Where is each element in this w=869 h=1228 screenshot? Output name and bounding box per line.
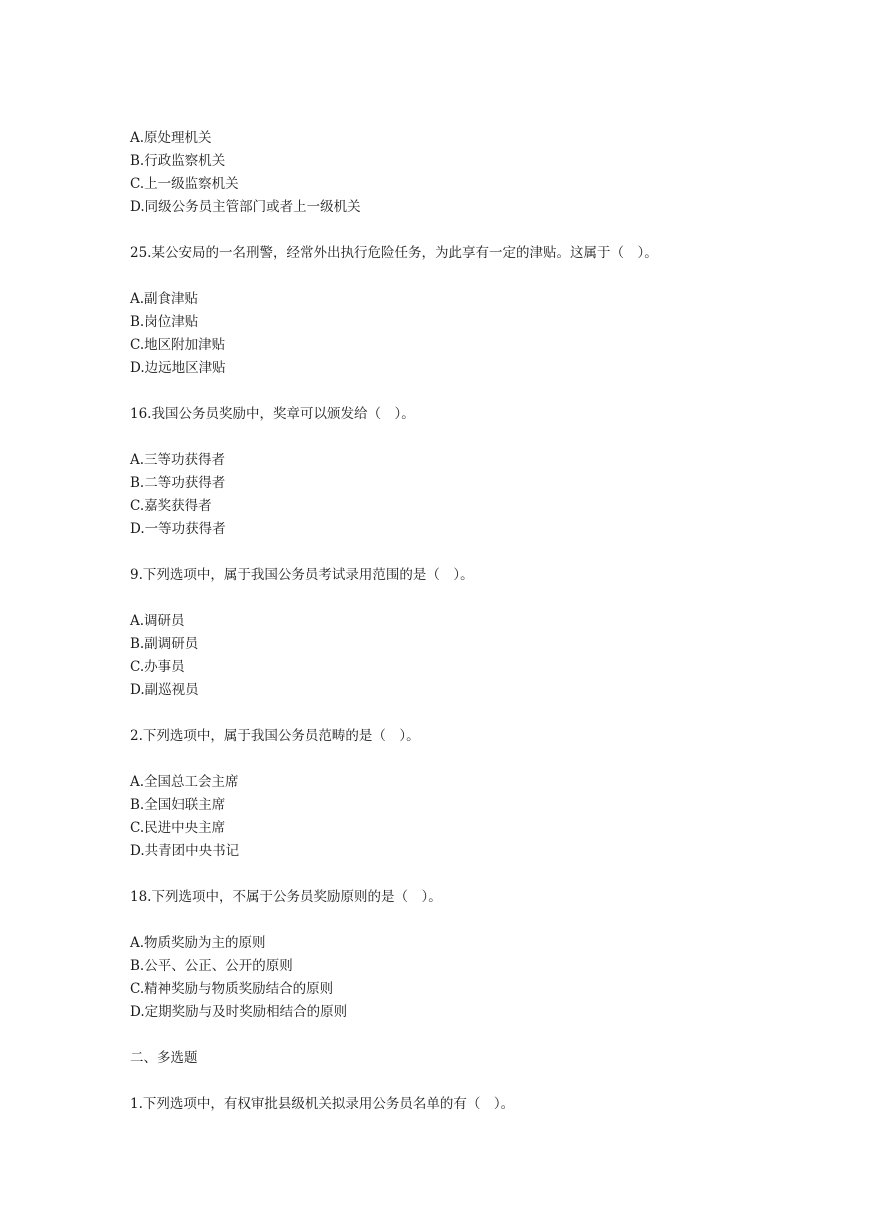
option-list [130,449,810,541]
question-stem: 25.某公安局的一名刑警，经常外出执行危险任务，为此享有一定的津贴。这属于（ ）。 [130,245,658,261]
option-d: D.一等功获得者 [130,521,226,537]
question-stem: 9.下列选项中，属于我国公务员考试录用范围的是（ ）。 [130,567,474,583]
option-list [130,288,810,380]
option-d: D.定期奖励与及时奖励相结合的原则 [130,1004,348,1020]
question-stem: 16.我国公务员奖励中，奖章可以颁发给（ ）。 [130,406,415,422]
option-c: C.精神奖励与物质奖励结合的原则 [130,981,334,997]
option-b: B.二等功获得者 [130,475,226,491]
option-d: D.边远地区津贴 [130,360,226,376]
option-d: D.共青团中央书记 [130,843,240,859]
option-c: C.地区附加津贴 [130,337,226,353]
option-a: A.全国总工会主席 [130,774,239,790]
option-b: B.副调研员 [130,636,199,652]
option-c: C.民进中央主席 [130,820,226,836]
option-d: D.副巡视员 [130,682,199,698]
question-stem: 1.下列选项中，有权审批县级机关拟录用公务员名单的有（ ）。 [130,1096,515,1112]
option-c: C.办事员 [130,659,185,675]
option-a: A.物质奖励为主的原则 [130,935,266,951]
option-a: A.三等功获得者 [130,452,226,468]
option-b: B.公平、公正、公开的原则 [130,958,293,974]
question-stem: 18.下列选项中，不属于公务员奖励原则的是（ ）。 [130,889,442,905]
option-d: D.同级公务员主管部门或者上一级机关 [130,199,361,215]
option-b: B.岗位津贴 [130,314,199,330]
option-a: A.原处理机关 [130,130,212,146]
option-a: A.副食津贴 [130,291,199,307]
question-stem: 2.下列选项中，属于我国公务员范畴的是（ ）。 [130,728,420,744]
option-c: C.上一级监察机关 [130,176,239,192]
option-list [130,127,810,219]
section-heading: 二、多选题 [130,1050,198,1066]
option-a: A.调研员 [130,613,185,629]
option-c: C.嘉奖获得者 [130,498,212,514]
option-list [130,771,810,863]
option-b: B.行政监察机关 [130,153,226,169]
option-list [130,610,810,702]
document-page [130,127,810,1116]
option-b: B.全国妇联主席 [130,797,226,813]
option-list [130,932,810,1024]
